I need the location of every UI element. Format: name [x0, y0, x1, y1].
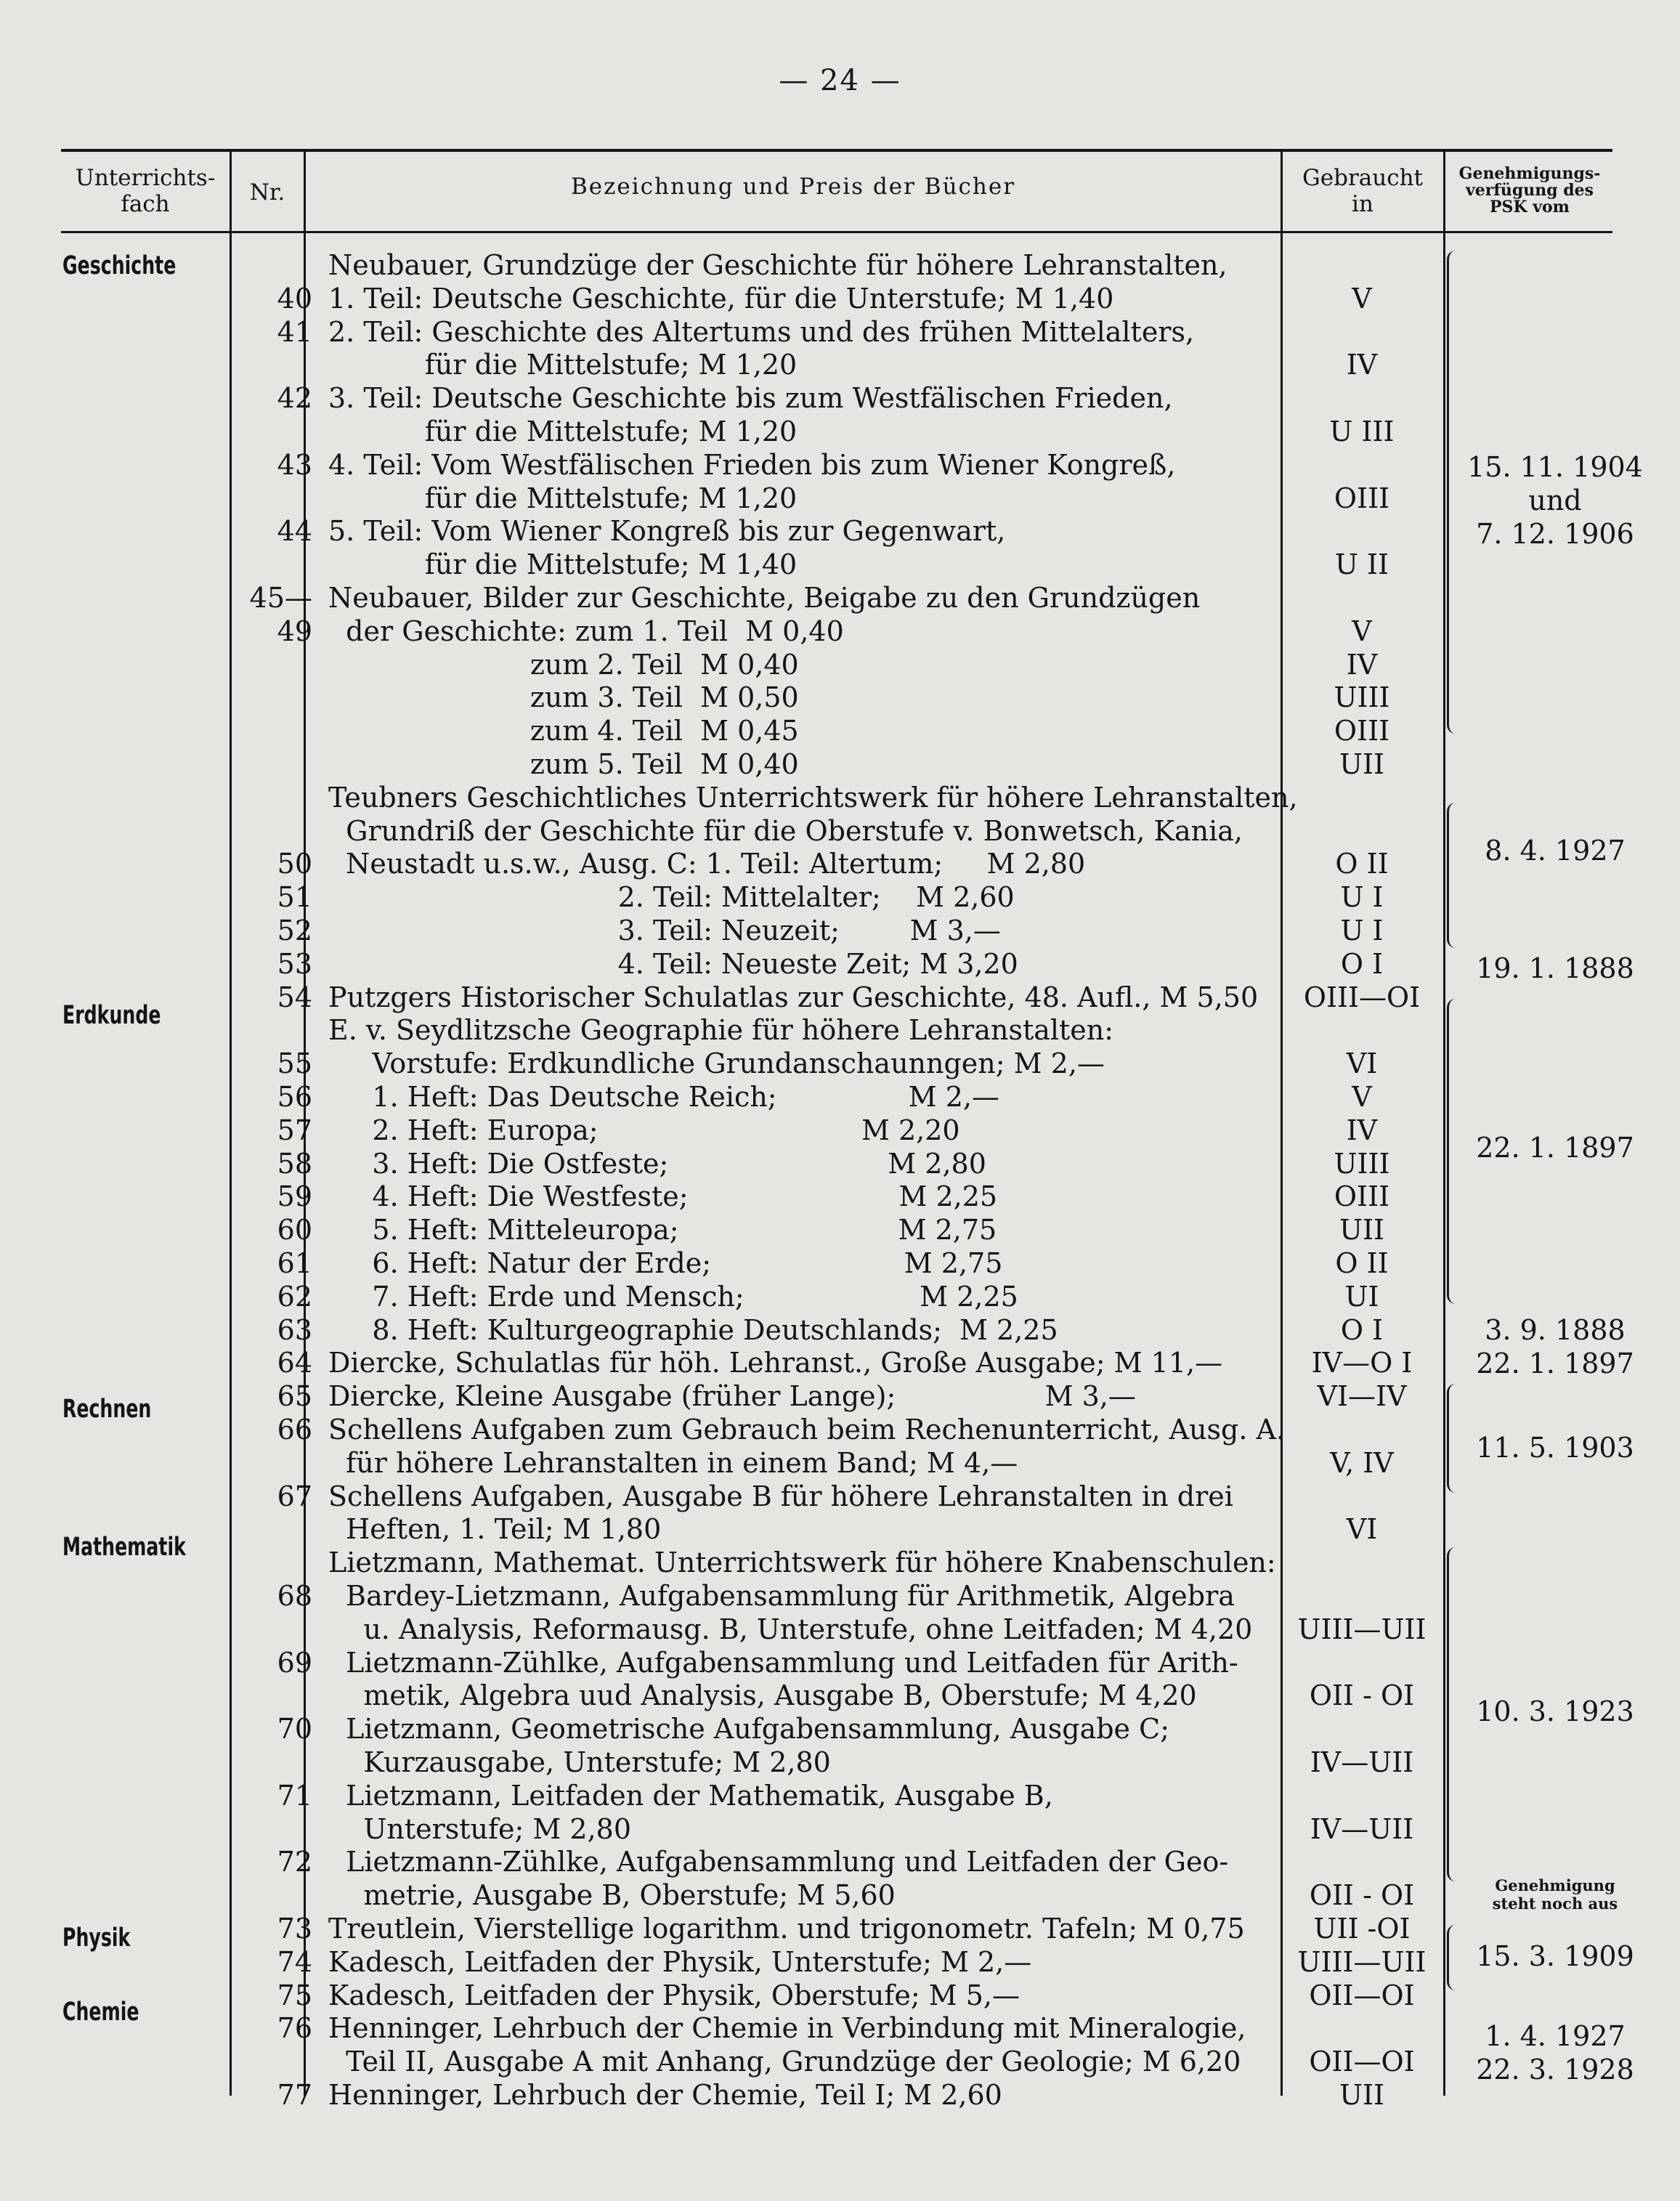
table-row — [0, 1047, 1680, 1080]
used-in-grade: O I — [1340, 948, 1384, 980]
approval-date: 1. 4. 1927 — [1485, 2020, 1626, 2052]
book-number: 73 — [277, 1913, 312, 1945]
book-description: Schellens Aufgaben zum Gebrauch beim Rechenunterricht, Ausg. A. — [328, 1414, 1286, 1446]
book-number: 57 — [277, 1114, 312, 1146]
table-row — [0, 1912, 1680, 1945]
book-description: metik, Algebra uud Analysis, Ausgabe B, Oberstufe; M 4,20 — [328, 1679, 1197, 1711]
table-row — [0, 2045, 1680, 2078]
book-description: für höhere Lehranstalten in einem Band; M 4,— — [328, 1447, 1018, 1479]
book-description: 1. Teil: Deutsche Geschichte, für die Unterstufe; M 1,40 — [328, 283, 1114, 315]
table-row — [0, 2078, 1680, 2112]
book-number: 60 — [277, 1214, 312, 1246]
used-in-grade: IV — [1346, 1114, 1378, 1146]
header-title: Bezeichnung und Preis der Bücher — [570, 174, 1016, 200]
book-description: Vorstufe: Erdkundliche Grundanschaunngen; M 2,— — [328, 1047, 1105, 1079]
table-row — [0, 315, 1680, 349]
used-in-grade: OIII—OI — [1303, 981, 1421, 1013]
header-used-in: Gebraucht in — [1302, 165, 1423, 217]
table-row — [0, 1845, 1680, 1878]
table-row — [0, 348, 1680, 381]
used-in-grade: OII - OI — [1309, 1879, 1415, 1911]
used-in-grade: V — [1352, 615, 1372, 647]
book-description: Lietzmann-Zühlke, Aufgabensammlung und Leitfaden der Geo- — [328, 1846, 1229, 1878]
table-row — [0, 1213, 1680, 1247]
used-in-grade: U II — [1334, 548, 1389, 580]
book-description: 4. Teil: Vom Westfälischen Frieden bis zum Wiener Kongreß, — [328, 449, 1176, 481]
book-number: 58 — [277, 1148, 312, 1180]
book-description: Henninger, Lehrbuch der Chemie in Verbindung mit Mineralogie, — [328, 2012, 1246, 2044]
book-description: für die Mittelstufe; M 1,40 — [328, 548, 798, 580]
table-row — [0, 1147, 1680, 1180]
book-number: 40 — [277, 283, 312, 315]
book-description: Heften, 1. Teil; M 1,80 — [328, 1513, 662, 1545]
table-row — [0, 1613, 1680, 1646]
brace-teubner — [1447, 803, 1462, 948]
used-in-grade: U III — [1329, 416, 1395, 447]
used-in-grade: V, IV — [1330, 1447, 1394, 1479]
book-description: Teil II, Ausgabe A mit Anhang, Grundzüge der Geologie; M 6,20 — [328, 2046, 1241, 2078]
used-in-grade: OIII — [1334, 1180, 1390, 1212]
book-description: 5. Heft: Mitteleuropa; M 2,75 — [328, 1214, 997, 1246]
table-row — [0, 448, 1680, 482]
book-number: 67 — [277, 1480, 312, 1512]
used-in-grade: UII — [1339, 2079, 1385, 2111]
used-in-grade: VI — [1346, 1047, 1378, 1079]
book-number: 50 — [277, 848, 312, 880]
approval-pending: Genehmigung steht noch aus — [1492, 1876, 1618, 1913]
used-in-grade: OIII — [1334, 482, 1390, 514]
used-in-grade: OII—OI — [1309, 1979, 1415, 2011]
used-in-grade: OII—OI — [1309, 2046, 1415, 2078]
table-row — [0, 981, 1680, 1014]
used-in-grade: IV—UII — [1310, 1813, 1414, 1845]
book-description: 6. Heft: Natur der Erde; M 2,75 — [328, 1247, 1003, 1279]
book-description: 7. Heft: Erde und Mensch; M 2,25 — [328, 1281, 1018, 1313]
table-top-rule — [61, 149, 1612, 152]
used-in-grade: UII — [1339, 1214, 1385, 1246]
table-row — [0, 1979, 1680, 2012]
used-in-grade: U I — [1340, 915, 1384, 947]
book-number: 44 — [277, 515, 312, 547]
book-number: 65 — [277, 1380, 312, 1412]
table-row — [0, 1579, 1680, 1613]
table-row — [0, 1712, 1680, 1746]
book-description: Kadesch, Leitfaden der Physik, Unterstufe; M 2,— — [328, 1946, 1032, 1978]
table-row — [0, 947, 1680, 981]
table-row — [0, 1945, 1680, 1979]
book-number: 53 — [277, 948, 312, 980]
approval-date: 10. 3. 1923 — [1476, 1695, 1634, 1727]
book-number: 49 — [277, 615, 312, 647]
book-number: 41 — [277, 316, 312, 348]
table-row — [0, 781, 1680, 814]
table-row — [0, 1546, 1680, 1579]
page-number: — 24 — — [779, 64, 901, 97]
book-description: der Geschichte: zum 1. Teil M 0,40 — [328, 615, 844, 647]
book-number: 45— — [249, 582, 312, 614]
book-description: 3. Teil: Deutsche Geschichte bis zum Westfälischen Frieden, — [328, 382, 1173, 414]
book-description: 4. Heft: Die Westfeste; M 2,25 — [328, 1180, 998, 1212]
book-description: Grundriß der Geschichte für die Oberstufe v. Bonwetsch, Kania, — [328, 815, 1243, 847]
table-row — [0, 1013, 1680, 1047]
used-in-grade: O II — [1335, 1247, 1389, 1279]
book-description: Teubners Geschichtliches Unterrichtswerk für höhere Lehranstalten, — [328, 782, 1298, 814]
table-row — [0, 1247, 1680, 1280]
book-description: 2. Teil: Mittelalter; M 2,60 — [328, 881, 1015, 913]
table-row — [0, 1080, 1680, 1114]
subject-rechnen: Rechnen — [62, 1395, 152, 1424]
book-description: zum 3. Teil M 0,50 — [328, 681, 799, 713]
table-row — [0, 1878, 1680, 1912]
used-in-grade: UII -OI — [1313, 1913, 1411, 1945]
book-description: 2. Heft: Europa; M 2,20 — [328, 1114, 960, 1146]
book-description: 2. Teil: Geschichte des Altertums und des frühen Mittelalters, — [328, 316, 1195, 348]
book-number: 71 — [277, 1780, 312, 1812]
table-row — [0, 615, 1680, 648]
table-row — [0, 248, 1680, 282]
book-description: zum 2. Teil M 0,40 — [328, 649, 799, 681]
book-description: Bardey-Lietzmann, Aufgabensammlung für Arithmetik, Algebra — [328, 1580, 1235, 1612]
book-description: Lietzmann, Geometrische Aufgabensammlung, Ausgabe C; — [328, 1713, 1169, 1745]
table-row — [0, 1313, 1680, 1347]
table-row — [0, 1512, 1680, 1546]
table-row — [0, 548, 1680, 581]
used-in-grade: UIII—UII — [1297, 1613, 1427, 1645]
table-row — [0, 1480, 1680, 1513]
table-row — [0, 814, 1680, 848]
table-row — [0, 1180, 1680, 1213]
table-row — [0, 1446, 1680, 1480]
book-number: 70 — [277, 1713, 312, 1745]
table-row — [0, 1779, 1680, 1812]
book-number: 42 — [277, 382, 312, 414]
book-description: Diercke, Schulatlas für höh. Lehranst., Große Ausgabe; M 11,— — [328, 1347, 1223, 1379]
book-description: Neubauer, Bilder zur Geschichte, Beigabe zu den Grundzügen — [328, 582, 1201, 614]
used-in-grade: V — [1352, 1081, 1372, 1113]
approval-date: 15. 11. 1904 und 7. 12. 1906 — [1467, 451, 1643, 550]
book-number: 43 — [277, 449, 312, 481]
approval-date: 8. 4. 1927 — [1485, 835, 1626, 867]
book-number: 59 — [277, 1180, 312, 1212]
table-row — [0, 415, 1680, 448]
book-description: zum 4. Teil M 0,45 — [328, 715, 799, 747]
approval-date: 22. 1. 1897 — [1476, 1132, 1634, 1164]
book-description: metrie, Ausgabe B, Oberstufe; M 5,60 — [328, 1879, 896, 1911]
table-row — [0, 581, 1680, 615]
book-description: 5. Teil: Vom Wiener Kongreß bis zur Gegenwart, — [328, 515, 1006, 547]
book-description: Neustadt u.s.w., Ausg. C: 1. Teil: Altertum; M 2,80 — [328, 848, 1086, 880]
used-in-grade: UI — [1344, 1281, 1379, 1313]
book-number: 69 — [277, 1647, 312, 1679]
subject-mathematik: Mathematik — [62, 1533, 186, 1562]
book-description: Lietzmann, Mathemat. Unterrichtswerk für höhere Knabenschulen: — [328, 1547, 1276, 1578]
table-row — [0, 282, 1680, 315]
table-row — [0, 1679, 1680, 1712]
book-number: 75 — [277, 1979, 312, 2011]
table-row — [0, 714, 1680, 747]
used-in-grade: IV — [1346, 649, 1378, 681]
table-row — [0, 747, 1680, 781]
table-row — [0, 1812, 1680, 1846]
book-description: 3. Teil: Neuzeit; M 3,— — [328, 915, 1001, 947]
book-description: Henninger, Lehrbuch der Chemie, Teil I; M 2,60 — [328, 2079, 1002, 2111]
approval-date: 22. 1. 1897 — [1476, 1347, 1634, 1379]
book-number: 55 — [277, 1047, 312, 1079]
book-description: zum 5. Teil M 0,40 — [328, 748, 799, 780]
used-in-grade: O II — [1335, 848, 1389, 880]
subject-chemie: Chemie — [62, 1998, 139, 2027]
book-description: 3. Heft: Die Ostfeste; M 2,80 — [328, 1148, 986, 1180]
used-in-grade: V — [1352, 283, 1372, 315]
table-row — [0, 381, 1680, 415]
used-in-grade: IV—O I — [1311, 1347, 1413, 1379]
book-number: 77 — [277, 2079, 312, 2111]
book-description: Putzgers Historischer Schulatlas zur Geschichte, 48. Aufl., M 5,50 — [328, 981, 1259, 1013]
book-number: 54 — [277, 981, 312, 1013]
book-number: 74 — [277, 1946, 312, 1978]
header-approval: Genehmigungs- verfügung des PSK vom — [1458, 164, 1601, 217]
book-description: 8. Heft: Kulturgeographie Deutschlands; M 2,25 — [328, 1314, 1058, 1346]
used-in-grade: IV—UII — [1310, 1746, 1414, 1778]
table-row — [0, 1280, 1680, 1313]
used-in-grade: OII - OI — [1309, 1679, 1415, 1711]
header-subject: Unterrichts- fach — [75, 165, 216, 217]
table-row — [0, 847, 1680, 880]
book-description: Diercke, Kleine Ausgabe (früher Lange); M 3,— — [328, 1380, 1136, 1412]
table-row — [0, 2011, 1680, 2045]
used-in-grade: U I — [1340, 881, 1384, 913]
book-number: 52 — [277, 915, 312, 947]
used-in-grade: UIII—UII — [1297, 1946, 1427, 1978]
book-number: 62 — [277, 1281, 312, 1313]
table-row — [0, 880, 1680, 914]
table-row — [0, 1114, 1680, 1147]
approval-date: 15. 3. 1909 — [1476, 1940, 1634, 1972]
approval-date: 22. 3. 1928 — [1476, 2054, 1634, 2086]
book-description: Treutlein, Vierstellige logarithm. und trigonometr. Tafeln; M 0,75 — [328, 1913, 1245, 1945]
table-row — [0, 482, 1680, 515]
used-in-grade: VI—IV — [1317, 1380, 1407, 1412]
book-number: 66 — [277, 1414, 312, 1446]
table-row — [0, 1646, 1680, 1679]
used-in-grade: UIII — [1334, 681, 1390, 713]
header-nr: Nr. — [249, 179, 285, 206]
book-number: 72 — [277, 1846, 312, 1878]
header-bottom-rule — [61, 231, 1612, 233]
book-number: 64 — [277, 1347, 312, 1379]
table-row — [0, 514, 1680, 548]
book-description: Schellens Aufgaben, Ausgabe B für höhere Lehranstalten in drei — [328, 1480, 1233, 1512]
book-description: 1. Heft: Das Deutsche Reich; M 2,— — [328, 1081, 1000, 1113]
approval-date: 11. 5. 1903 — [1476, 1432, 1634, 1464]
book-description: E. v. Seydlitzsche Geographie für höhere Lehranstalten: — [328, 1014, 1114, 1046]
used-in-grade: O I — [1340, 1314, 1384, 1346]
book-number: 51 — [277, 881, 312, 913]
subject-physik: Physik — [62, 1924, 131, 1953]
book-description: Neubauer, Grundzüge der Geschichte für höhere Lehranstalten, — [328, 249, 1227, 281]
subject-geschichte: Geschichte — [62, 251, 176, 280]
used-in-grade: OIII — [1334, 715, 1390, 747]
book-description: 4. Teil: Neueste Zeit; M 3,20 — [328, 948, 1018, 980]
book-description: Lietzmann-Zühlke, Aufgabensammlung und Leitfaden für Arith- — [328, 1647, 1238, 1679]
used-in-grade: UII — [1339, 748, 1385, 780]
book-number: 61 — [277, 1247, 312, 1279]
table-row — [0, 1346, 1680, 1379]
used-in-grade: UIII — [1334, 1148, 1390, 1180]
used-in-grade: IV — [1346, 349, 1378, 381]
table-row — [0, 1379, 1680, 1413]
table-row — [0, 648, 1680, 681]
book-description: Unterstufe; M 2,80 — [328, 1813, 632, 1845]
book-description: für die Mittelstufe; M 1,20 — [328, 482, 798, 514]
approval-date: 3. 9. 1888 — [1485, 1314, 1626, 1346]
table-row — [0, 1413, 1680, 1446]
book-number: 76 — [277, 2012, 312, 2044]
book-description: Lietzmann, Leitfaden der Mathematik, Ausgabe B, — [328, 1780, 1053, 1812]
table-row — [0, 914, 1680, 947]
book-number: 63 — [277, 1314, 312, 1346]
table-row — [0, 1746, 1680, 1779]
book-number: 56 — [277, 1081, 312, 1113]
book-description: Kadesch, Leitfaden der Physik, Oberstufe; M 5,— — [328, 1979, 1020, 2011]
book-description: für die Mittelstufe; M 1,20 — [328, 349, 798, 381]
book-number: 68 — [277, 1580, 312, 1612]
subject-erdkunde: Erdkunde — [62, 1001, 161, 1030]
book-description: Kurzausgabe, Unterstufe; M 2,80 — [328, 1746, 831, 1778]
approval-date: 19. 1. 1888 — [1476, 952, 1634, 984]
table-row — [0, 681, 1680, 714]
used-in-grade: VI — [1346, 1513, 1378, 1545]
book-description: für die Mittelstufe; M 1,20 — [328, 416, 798, 447]
book-description: u. Analysis, Reformausg. B, Unterstufe, ohne Leitfaden; M 4,20 — [328, 1613, 1253, 1645]
